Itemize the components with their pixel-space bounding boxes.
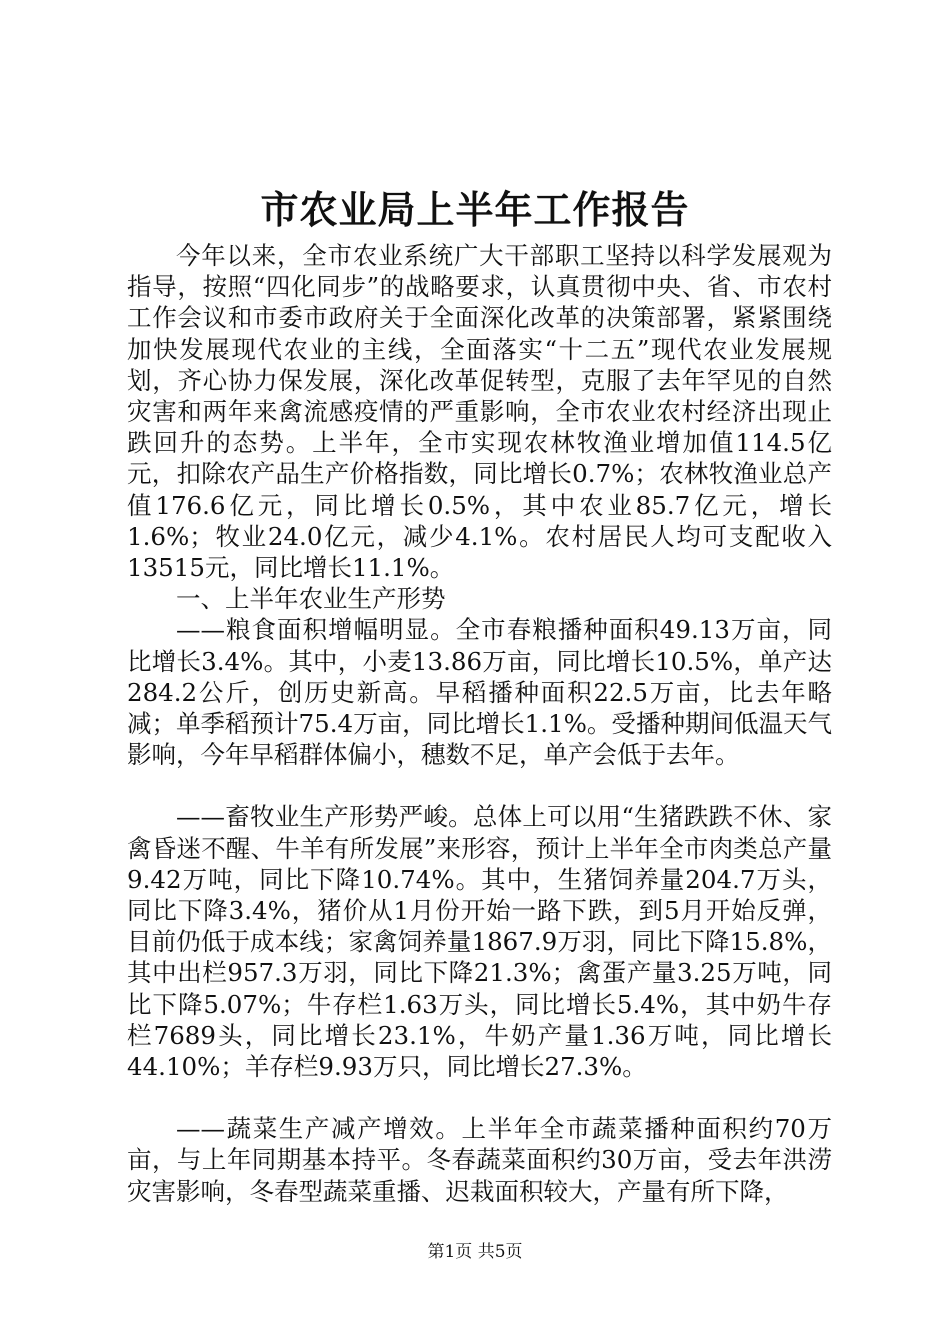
document-title: 市农业局上半年工作报告 bbox=[260, 187, 690, 232]
paragraph-vegetables: ——蔬菜生产减产增效。上半年全市蔬菜播种面积约70万亩，与上年同期基本持平。冬春蔬菜面积约30万亩，受去年洪涝灾害影响，冬春型蔬菜重播、迟栽面积较大，产量有所下降， bbox=[127, 1114, 832, 1206]
section-heading: 一、上半年农业生产形势 bbox=[176, 584, 446, 614]
paragraph-intro: 今年以来，全市农业系统广大干部职工坚持以科学发展观为指导，按照“四化同步”的战略要求，认真贯彻中央、省、市农村工作会议和市委市政府关于全面深化改革的决策部署，紧紧围绕加快发展现代农业的主线，全面落实“十二五”现代农业发展规划，齐心协力保发展，深化改革促转型，克服了去年罕见的自然灾害和两年来禽流感疫情的严重影响，全市农业农村经济出现止跌回升的态势。上半年，全市实现农林牧渔业增加值114.5亿元，扣除农产品生产价格指数，同比增长0.7%；农林牧渔业总产值176.6亿元，同比增长0.5%，其中农业85.7亿元，增长1.6%；牧业24.0亿元，减少4.1%。农村居民人均可支配收入13515元，同比增长11.1%。 bbox=[127, 241, 832, 583]
paragraph-livestock: ——畜牧业生产形势严峻。总体上可以用“生猪跌跌不休、家禽昏迷不醒、牛羊有所发展”来形容，预计上半年全市肉类总产量9.42万吨，同比下降10.74%。其中，生猪饲养量204.7万头，同比下降3.4%，猪价从1月份开始一路下跌，到5月开始反弹，目前仍低于成本线；家禽饲养量1867.9万羽，同比下降15.8%，其中出栏957.3万羽，同比下降21.3%；禽蛋产量3.25万吨，同比下降5.07%；牛存栏1.63万头，同比增长5.4%，其中奶牛存栏7689头，同比增长23.1%，牛奶产量1.36万吨，同比增长44.10%；羊存栏9.93万只，同比增长27.3%。 bbox=[127, 802, 832, 1082]
page-footer: 第1页 共5页 bbox=[427, 1242, 523, 1262]
paragraph-grain: ——粮食面积增幅明显。全市春粮播种面积49.13万亩，同比增长3.4%。其中，小麦13.86万亩，同比增长10.5%，单产达284.2公斤，创历史新高。早稻播种面积22.5万亩，比去年略减；单季稻预计75.4万亩，同比增长1.1%。受播种期间低温天气影响，今年早稻群体偏小，穗数不足，单产会低于去年。 bbox=[127, 615, 832, 770]
document-body bbox=[127, 240, 832, 1207]
